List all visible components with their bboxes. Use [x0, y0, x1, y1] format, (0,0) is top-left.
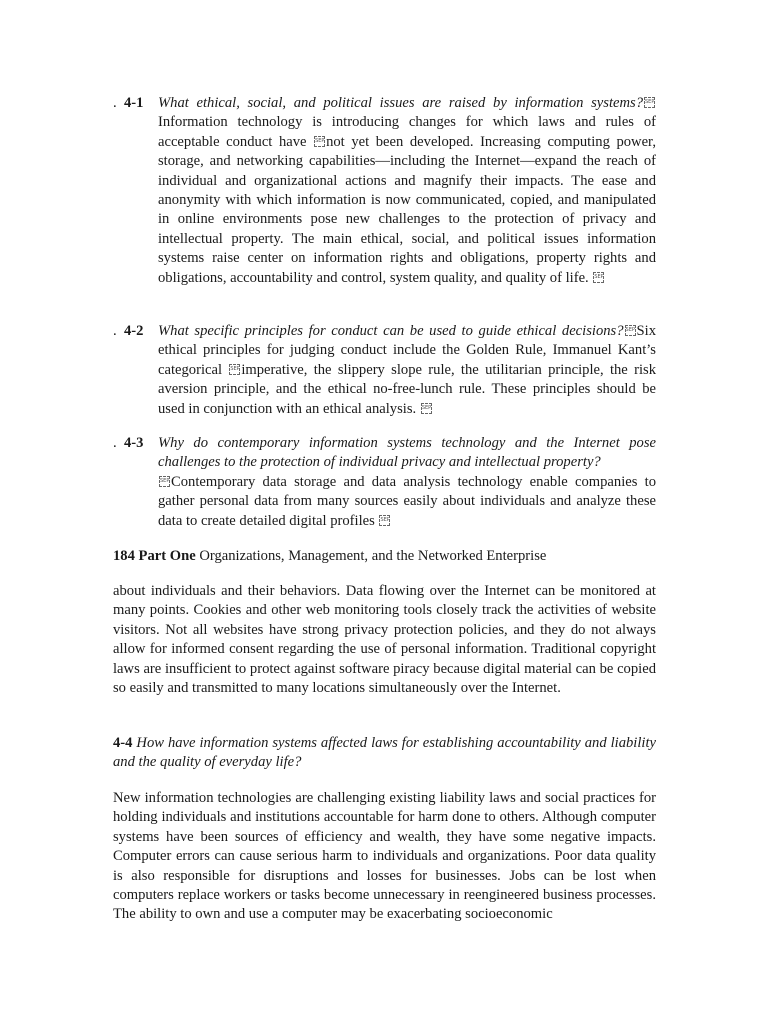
item-body: [158, 322, 656, 419]
review-item-4-1: [113, 94, 656, 288]
item-number: 4-3: [123, 435, 144, 451]
sep-marker-icon: SEP: [421, 403, 432, 414]
sep-marker-icon: SEP: [625, 325, 636, 336]
sep-marker-icon: SEP: [159, 476, 170, 487]
item-prefix: . 4-1: [113, 95, 144, 111]
sep-marker-icon: SEP: [644, 97, 655, 108]
sep-marker-icon: SEP: [593, 272, 604, 283]
item-question: What ethical, social, and political issues are raised by information systems?: [158, 95, 643, 111]
item-answer-continued: imperative, the slippery slope rule, the utilitarian principle, the risk aversion principle, and the ethical no-free-lunch rule. These principles should be used in conjunction with an ethical analysis.: [158, 361, 656, 417]
item-prefix: . 4-2: [113, 323, 144, 339]
item-question: How have information systems affected laws for establishing accountability and liability and the quality of everyday life?: [113, 735, 656, 771]
item-number: 4-1: [123, 95, 144, 111]
running-head-title: Organizations, Management, and the Networked Enterprise: [195, 548, 547, 564]
item-answer: Information technology is introducing changes for which laws and rules of acceptable conduct have: [158, 114, 656, 150]
item-number: 4-4: [113, 735, 133, 751]
item-answer: Six ethical principles for judging conduct include the Golden Rule, Immanuel Kant’s categorical: [158, 323, 656, 378]
item-body: [158, 94, 656, 288]
item-answer-continued: not yet been developed. Increasing computing power, storage, and networking capabilities—including the Internet—expand the reach of individual and organizational actions and magnify their impacts. The ease and anonymity with which information is now communicated, copied, and manipulated in online environments pose new challenges to the protection of privacy and intellectual property. The main ethical, social, and political issues information systems raise center on information rights and obligations, property rights and obligations, accountability and control, system quality, and quality of life.: [158, 133, 656, 286]
review-question-4-4: [113, 734, 656, 773]
sep-marker-icon: SEP: [379, 515, 390, 526]
item-number: 4-2: [123, 323, 144, 339]
answer-4-4-paragraph: New information technologies are challenging existing liability laws and social practices for holding individuals and institutions accountable for harm done to others. Although computer systems have been sources of efficiency and wealth, they have some negative impacts. Computer errors can cause serious harm to individuals and organizations. Poor data quality is also responsible for disruptions and losses for businesses. Jobs can be lost when computers replace workers or tasks become unnecessary in reengineered business processes. The ability to own and use a computer may be exacerbating socioeconomic: [113, 790, 656, 923]
item-prefix: . 4-3: [113, 435, 144, 451]
review-item-4-2: [113, 322, 656, 419]
continuation-paragraph: about individuals and their behaviors. Data flowing over the Internet can be monitored at many points. Cookies and other web monitoring tools closely track the activities of website visitors. Not all websites have strong privacy protection policies, and they do not always allow for informed consent regarding the use of personal information. Traditional copyright laws are insufficient to protect against software piracy because digital material can be copied so easily and transmitted to many locations simultaneously over the Internet.: [113, 583, 656, 697]
item-question: Why do contemporary information systems technology and the Internet pose challenges to the protection of individual privacy and intellectual property?: [158, 435, 656, 471]
item-body: [158, 434, 656, 531]
review-item-4-3: [113, 434, 656, 531]
sep-marker-icon: SEP: [229, 364, 240, 375]
running-head: [113, 547, 656, 566]
item-answer: Contemporary data storage and data analysis technology enable companies to gather personal data from many sources easily about individuals and analyze these data to create detailed digital profiles: [158, 473, 656, 529]
item-question: What specific principles for conduct can be used to guide ethical decisions?: [158, 323, 624, 339]
running-head-page: 184 Part One: [113, 548, 196, 564]
sep-marker-icon: SEP: [314, 136, 325, 147]
